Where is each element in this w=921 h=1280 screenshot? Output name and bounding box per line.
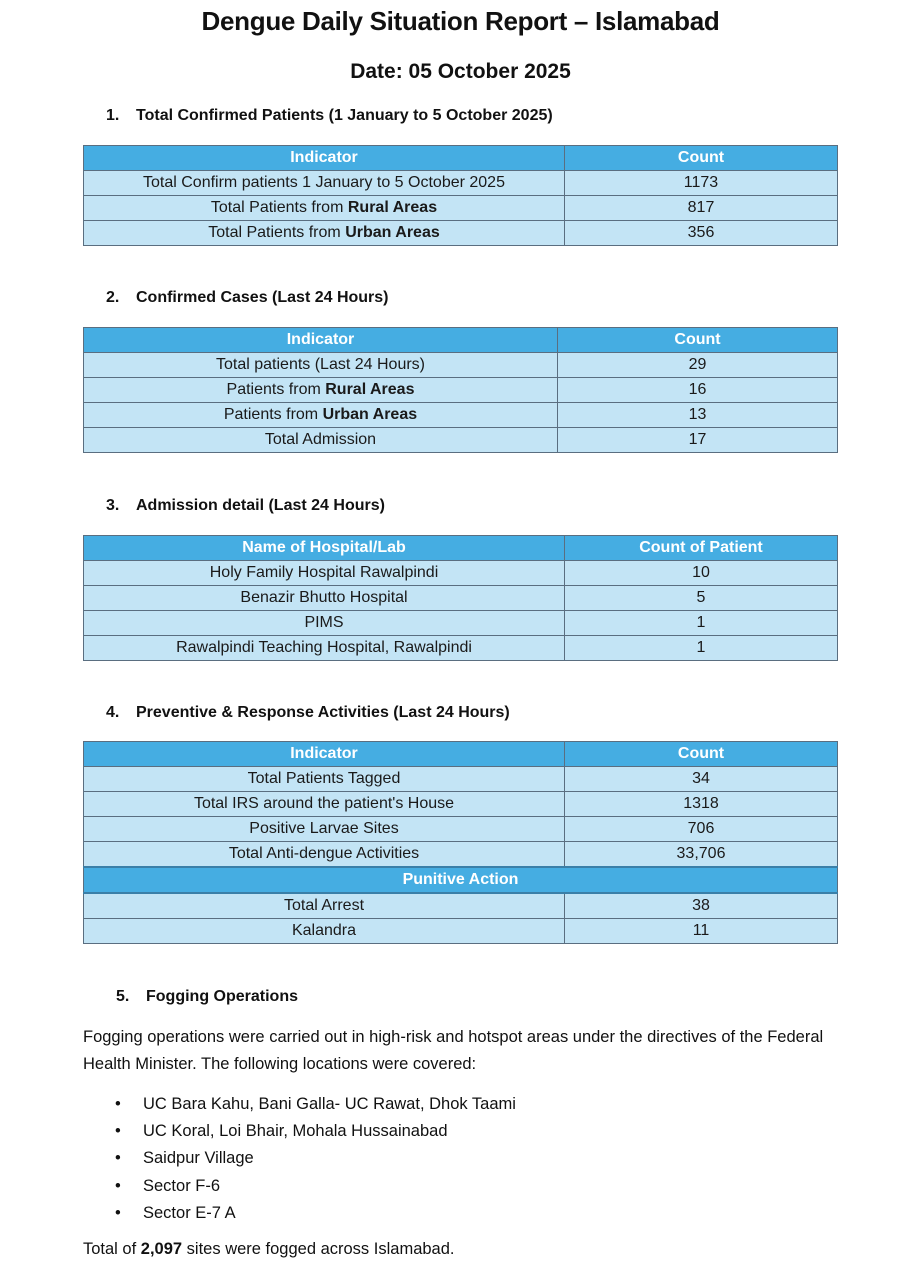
count-cell: 10: [565, 561, 838, 586]
count-cell: 11: [565, 919, 838, 944]
section-number: 2.: [106, 289, 120, 306]
hospital-cell: Holy Family Hospital Rawalpindi: [84, 561, 565, 586]
list-item: • UC Bara Kahu, Bani Galla- UC Rawat, Dhok Taami: [83, 1091, 516, 1118]
count-cell: 1173: [565, 171, 838, 196]
fogging-locations-list: [83, 1091, 516, 1227]
section-4-heading: [106, 704, 510, 722]
table-row: [84, 561, 838, 586]
indicator-cell: Total Admission: [84, 428, 558, 453]
total-confirmed-table: [83, 145, 838, 246]
section-1-heading: [106, 107, 553, 125]
column-header-hospital: Name of Hospital/Lab: [84, 536, 565, 561]
column-header-indicator: Indicator: [84, 742, 565, 767]
table-header-row: [84, 742, 838, 767]
column-header-count: Count: [565, 742, 838, 767]
confirmed-cases-table: [83, 327, 838, 453]
report-title: Dengue Daily Situation Report – Islamabad: [201, 6, 720, 36]
section-title: Admission detail (Last 24 Hours): [136, 497, 385, 514]
count-cell: 1: [565, 636, 838, 661]
count-cell: 356: [565, 221, 838, 246]
indicator-cell: Total IRS around the patient's House: [84, 792, 565, 817]
column-header-count: Count: [565, 146, 838, 171]
table-row: [84, 586, 838, 611]
count-cell: 1: [565, 611, 838, 636]
table-row: [84, 919, 838, 944]
indicator-cell: Total Anti-dengue Activities: [84, 842, 565, 868]
indicator-cell: Total Patients Tagged: [84, 767, 565, 792]
section-title: Preventive & Response Activities (Last 24 Hours): [136, 704, 510, 721]
list-item: • Sector F-6: [83, 1173, 516, 1200]
fogging-description: Fogging operations were carried out in high-risk and hotspot areas under the directives of the Federal Health Minister. The following locations were covered:: [83, 1028, 824, 1073]
table-row: [84, 893, 838, 919]
column-header-count: Count of Patient: [565, 536, 838, 561]
table-row: [84, 428, 838, 453]
section-title: Total Confirmed Patients (1 January to 5 October 2025): [136, 107, 553, 124]
indicator-cell: Positive Larvae Sites: [84, 817, 565, 842]
count-cell: 5: [565, 586, 838, 611]
count-cell: 16: [558, 378, 838, 403]
section-5-heading: [116, 988, 298, 1006]
table-row: [84, 353, 838, 378]
section-title: Fogging Operations: [146, 988, 298, 1005]
table-row: [84, 403, 838, 428]
count-cell: 1318: [565, 792, 838, 817]
column-header-indicator: Indicator: [84, 328, 558, 353]
table-row: [84, 171, 838, 196]
punitive-action-label: Punitive Action: [84, 867, 838, 893]
bullet-icon: •: [115, 1122, 121, 1141]
count-cell: 17: [558, 428, 838, 453]
section-2-heading: [106, 289, 389, 307]
count-cell: 13: [558, 403, 838, 428]
table-row: [84, 636, 838, 661]
count-cell: 34: [565, 767, 838, 792]
hospital-cell: PIMS: [84, 611, 565, 636]
count-cell: 29: [558, 353, 838, 378]
table-row: [84, 611, 838, 636]
indicator-cell: Patients from Rural Areas: [84, 378, 558, 403]
list-item: • Sector E-7 A: [83, 1200, 516, 1227]
bullet-icon: •: [115, 1203, 121, 1222]
table-row: [84, 196, 838, 221]
count-cell: 817: [565, 196, 838, 221]
preventive-activities-table: [83, 741, 838, 944]
hospital-cell: Benazir Bhutto Hospital: [84, 586, 565, 611]
column-header-count: Count: [558, 328, 838, 353]
table-header-row: [84, 328, 838, 353]
indicator-cell: Total Confirm patients 1 January to 5 October 2025: [84, 171, 565, 196]
count-cell: 33,706: [565, 842, 838, 868]
section-number: 1.: [106, 107, 120, 124]
table-header-row: [84, 536, 838, 561]
table-row: [84, 817, 838, 842]
indicator-cell: Patients from Urban Areas: [84, 403, 558, 428]
table-row: [84, 221, 838, 246]
table-row: [84, 792, 838, 817]
count-cell: 38: [565, 893, 838, 919]
list-item: • Saidpur Village: [83, 1145, 516, 1172]
section-3-heading: [106, 497, 385, 515]
section-title: Confirmed Cases (Last 24 Hours): [136, 289, 389, 306]
indicator-cell: Total patients (Last 24 Hours): [84, 353, 558, 378]
report-date: Date: 05 October 2025: [350, 60, 571, 83]
section-number: 4.: [106, 704, 120, 721]
indicator-cell: Total Patients from Urban Areas: [84, 221, 565, 246]
table-row: [84, 767, 838, 792]
hospital-cell: Rawalpindi Teaching Hospital, Rawalpindi: [84, 636, 565, 661]
table-row: [84, 378, 838, 403]
table-row: [84, 842, 838, 868]
indicator-cell: Total Patients from Rural Areas: [84, 196, 565, 221]
bullet-icon: •: [115, 1095, 121, 1113]
section-number: 5.: [116, 988, 130, 1005]
table-header-row: [84, 146, 838, 171]
bullet-icon: •: [115, 1176, 121, 1195]
indicator-cell: Total Arrest: [84, 893, 565, 919]
indicator-cell: Kalandra: [84, 919, 565, 944]
bullet-icon: •: [115, 1149, 121, 1168]
section-number: 3.: [106, 497, 120, 514]
punitive-action-subheader: [84, 867, 838, 893]
count-cell: 706: [565, 817, 838, 842]
list-item: • UC Koral, Loi Bhair, Mohala Hussainabad: [83, 1118, 516, 1145]
fogging-total: Total of 2,097 sites were fogged across Islamabad.: [83, 1240, 455, 1258]
admission-detail-table: [83, 535, 838, 661]
fogging-total-value: 2,097: [140, 1240, 183, 1258]
column-header-indicator: Indicator: [84, 146, 565, 171]
